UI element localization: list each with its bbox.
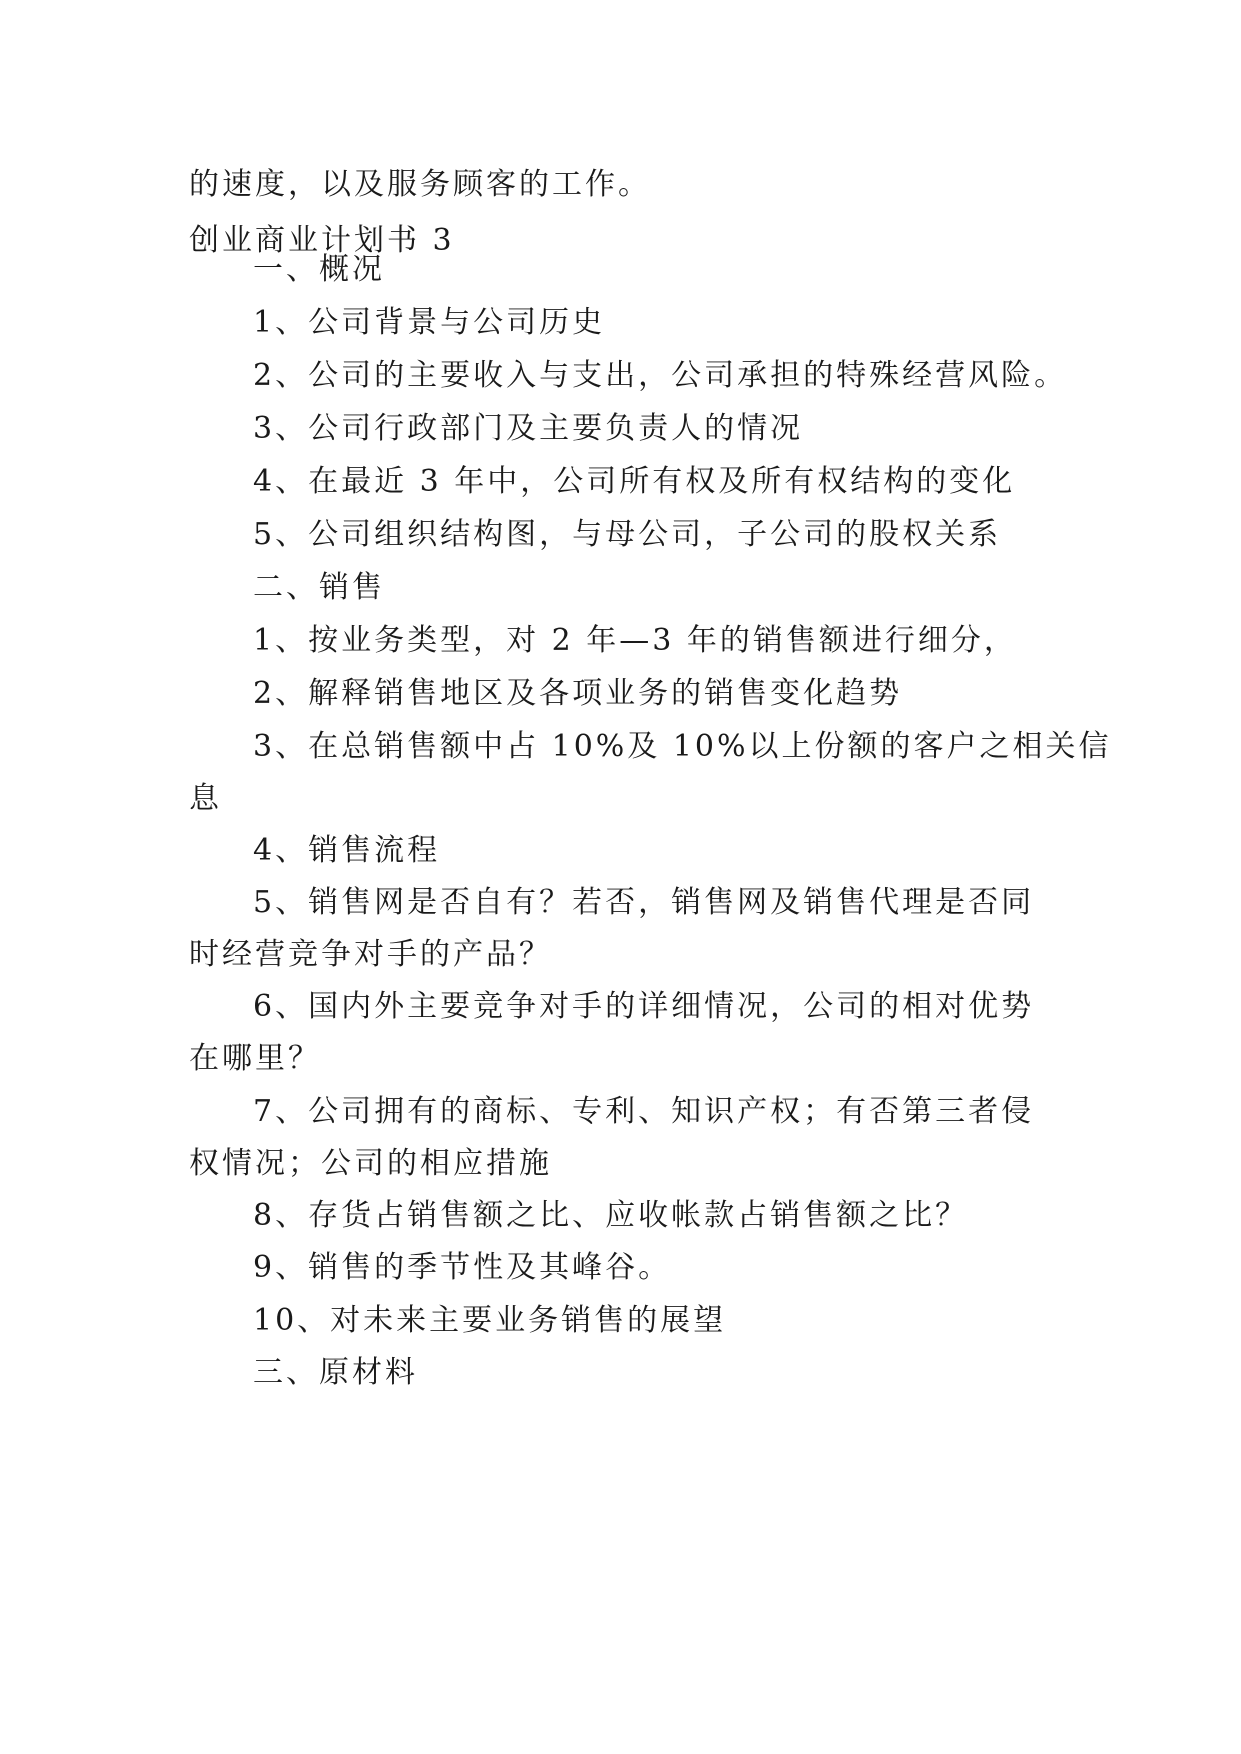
- list-item-continuation: 息: [189, 781, 222, 816]
- list-item: 4、在最近 3 年中，公司所有权及所有权结构的变化: [253, 464, 1016, 499]
- list-item: 3、在总销售额中占 10%及 10%以上份额的客户之相关信: [253, 729, 1112, 764]
- list-item: 2、公司的主要收入与支出，公司承担的特殊经营风险。: [253, 358, 1068, 393]
- list-item: 8、存货占销售额之比、应收帐款占销售额之比？: [253, 1198, 969, 1233]
- list-item: 5、公司组织结构图，与母公司，子公司的股权关系: [253, 517, 1002, 552]
- text-line-continuation: 的速度，以及服务顾客的工作。: [189, 167, 651, 202]
- heading-raw-materials: 三、原材料: [253, 1355, 418, 1390]
- heading-sales: 二、销售: [253, 570, 385, 605]
- list-item-continuation: 时经营竞争对手的产品？: [189, 937, 552, 972]
- list-item: 1、公司背景与公司历史: [253, 305, 606, 340]
- list-item: 5、销售网是否自有？若否，销售网及销售代理是否同: [253, 885, 1035, 920]
- list-item: 6、国内外主要竞争对手的详细情况，公司的相对优势: [253, 989, 1035, 1024]
- section-title: 创业商业计划书 3: [189, 223, 455, 258]
- list-item: 4、销售流程: [253, 833, 441, 868]
- list-item: 10、对未来主要业务销售的展望: [253, 1303, 727, 1338]
- list-item: 7、公司拥有的商标、专利、知识产权；有否第三者侵: [253, 1094, 1035, 1129]
- list-item: 3、公司行政部门及主要负责人的情况: [253, 411, 804, 446]
- heading-overview: 一、概况: [253, 252, 385, 287]
- list-item-continuation: 权情况；公司的相应措施: [189, 1146, 552, 1181]
- list-item: 2、解释销售地区及各项业务的销售变化趋势: [253, 676, 903, 711]
- list-item: 9、销售的季节性及其峰谷。: [253, 1250, 672, 1285]
- list-item-continuation: 在哪里？: [189, 1041, 321, 1076]
- list-item: 1、按业务类型，对 2 年—3 年的销售额进行细分，: [253, 623, 1017, 658]
